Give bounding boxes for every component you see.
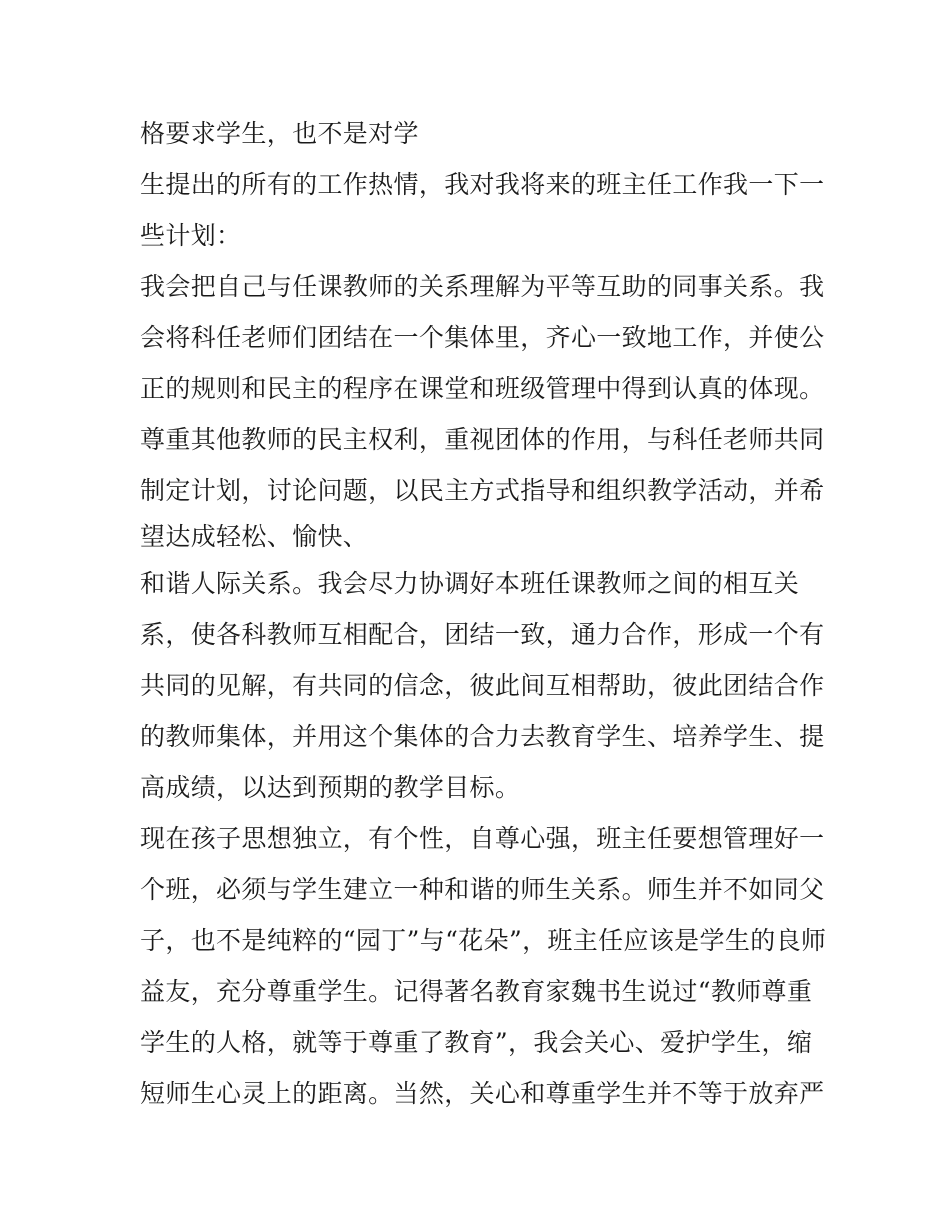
text-line-20: 短师生心灵上的距离。当然，关心和尊重学生并不等于放弃严: [140, 1079, 825, 1108]
text-line-16: 个班，必须与学生建立一种和谐的师生关系。师生并不如同父: [140, 875, 825, 904]
text-line-6: 正的规则和民主的程序在课堂和班级管理中得到认真的体现。: [140, 374, 825, 403]
text-line-11: 系，使各科教师互相配合，团结一致，通力合作，形成一个有: [140, 620, 825, 649]
text-line-5: 会将科任老师们团结在一个集体里，齐心一致地工作，并使公: [140, 323, 825, 352]
text-line-12: 共同的见解，有共同的信念，彼此间互相帮助，彼此团结合作: [140, 671, 825, 700]
document-body: [140, 108, 827, 1119]
text-line-3: 些计划：: [140, 221, 242, 250]
text-line-14: 高成绩，以达到预期的教学目标。: [140, 773, 521, 802]
text-line-19: 学生的人格，就等于尊重了教育”，我会关心、爱护学生，缩: [140, 1028, 813, 1057]
text-line-9: 望达成轻松、愉快、: [140, 522, 369, 551]
text-line-13: 的教师集体，并用这个集体的合力去教育学生、培养学生、提: [140, 722, 825, 751]
text-line-17: 子，也不是纯粹的“园丁”与“花朵”，班主任应该是学生的良师: [140, 926, 827, 955]
text-line-10: 和谐人际关系。我会尽力协调好本班任课教师之间的相互关: [140, 569, 800, 598]
text-line-4: 我会把自己与任课教师的关系理解为平等互助的同事关系。我: [140, 272, 825, 301]
text-line-7: 尊重其他教师的民主权利，重视团体的作用，与科任老师共同: [140, 425, 825, 454]
text-line-15: 现在孩子思想独立，有个性，自尊心强，班主任要想管理好一: [140, 824, 825, 853]
text-line-2: 生提出的所有的工作热情，我对我将来的班主任工作我一下一: [140, 170, 825, 199]
text-line-18: 益友，充分尊重学生。记得著名教育家魏书生说过“教师尊重: [140, 977, 813, 1006]
text-line-1: 格要求学生，也不是对学: [140, 119, 419, 148]
text-line-8: 制定计划，讨论问题，以民主方式指导和组织教学活动，并希: [140, 476, 825, 505]
